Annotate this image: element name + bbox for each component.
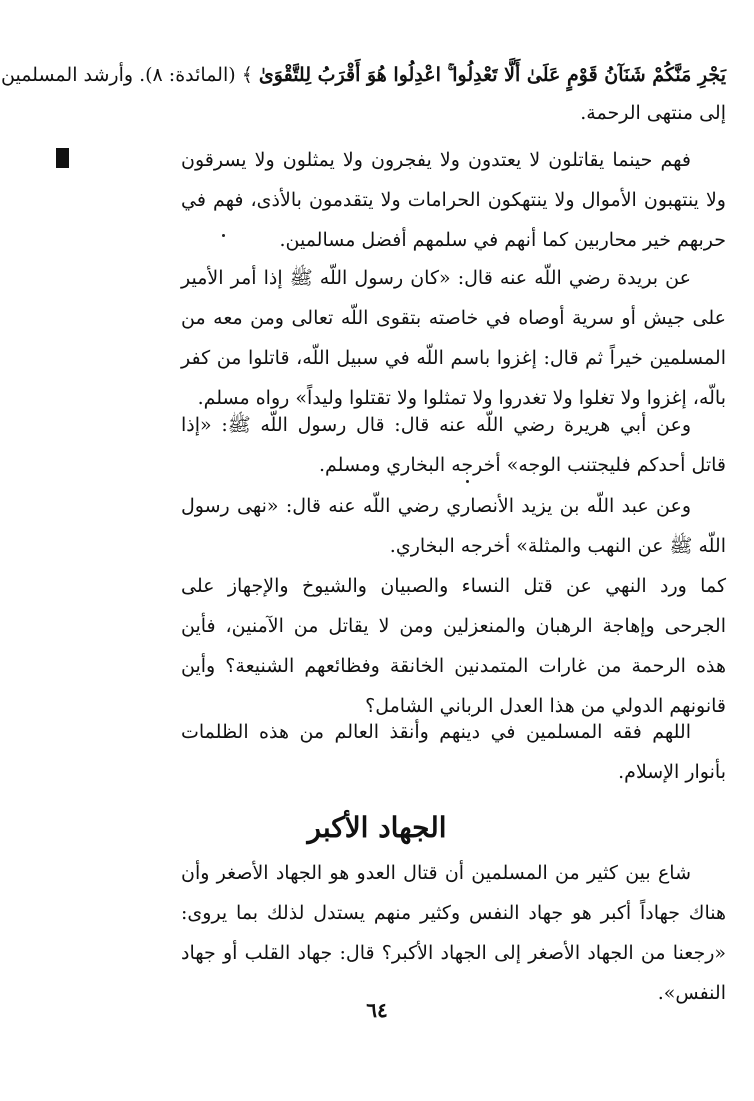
paragraph-2 xyxy=(181,258,726,418)
paragraph-text: وعن أبي هريرة رضي اللّه عنه قال: قال رسول اللّه ﷺ: «إذا قاتل أحدكم فليجتنب الوجه» أخرجه البخاري ومسلم. xyxy=(181,414,726,476)
paragraph-4 xyxy=(181,486,726,566)
paragraph-1 xyxy=(181,140,726,260)
paragraph-text: وعن عبد اللّه بن يزيد الأنصاري رضي اللّه عنه قال: «نهى رسول اللّه ﷺ عن النهب والمثلة» أخرجه البخاري. xyxy=(181,495,726,557)
margin-marker xyxy=(56,148,69,168)
section-paragraph-1 xyxy=(181,853,726,1013)
page-number: ٦٤ xyxy=(366,998,388,1022)
verse-citation: ﴾ (المائدة: ٨). وأرشد المسلمين إلى منتهى الرحمة. xyxy=(1,64,726,124)
paragraph-text: شاع بين كثير من المسلمين أن قتال العدو هو الجهاد الأصغر وأن هناك جهاداً أكبر هو جهاد النفس وكثير منهم يستدل لذلك بما يروى: «رجعنا من الجهاد الأصغر إلى الجهاد الأكبر؟ قال: جهاد القلب أو جهاد النفس». xyxy=(181,862,726,1004)
paragraph-6 xyxy=(181,712,726,792)
section-heading: الجهاد الأكبر xyxy=(307,811,447,844)
paragraph-3 xyxy=(181,405,726,485)
paragraph-text: اللهم فقه المسلمين في دينهم وأنقذ العالم من هذه الظلمات بأنوار الإسلام. xyxy=(181,721,726,783)
paragraph-text: فهم حينما يقاتلون لا يعتدون ولا يفجرون ولا يمثلون ولا يسرقون ولا ينتهبون الأموال ولا ينتهكون الحرامات ولا يتقدمون بالأذى، فهم في حربهم خير محاربين كما أنهم في سلمهم أفضل مسالمين. xyxy=(181,149,726,251)
paragraph-text: عن بريدة رضي اللّه عنه قال: «كان رسول اللّه ﷺ إذا أمر الأمير على جيش أو سرية أوصاه في خاصته بتقوى اللّه تعالى ومن معه من المسلمين خيراً ثم قال: إغزوا باسم اللّه في سبيل اللّه، قاتلوا من كفر بالّه، إغزوا ولا تغلوا ولا تغدروا ولا تمثلوا ولا تقتلوا وليداً» رواه مسلم. xyxy=(181,267,726,409)
paragraph-5 xyxy=(181,566,726,726)
quran-verse: يَجْرِ مَنَّكُمْ شَنَآنُ قَوْمٍ عَلَىٰ أَلَّا تَعْدِلُوا ۚ اعْدِلُوا هُوَ أَقْرَبُ لِلتَّقْوَىٰ xyxy=(258,64,726,86)
paragraph-text: كما ورد النهي عن قتل النساء والصبيان والشيوخ والإجهاز على الجرحى وإهاجة الرهبان والمنعزلين ومن لا يقاتل من الآمنين، فأين هذه الرحمة من غارات المتمدنين الخانقة وفظائعهم الشنيعة؟ وأين قانونهم الدولي من هذا العدل الرباني الشامل؟ xyxy=(181,575,726,717)
verse-continuation xyxy=(1,56,726,132)
